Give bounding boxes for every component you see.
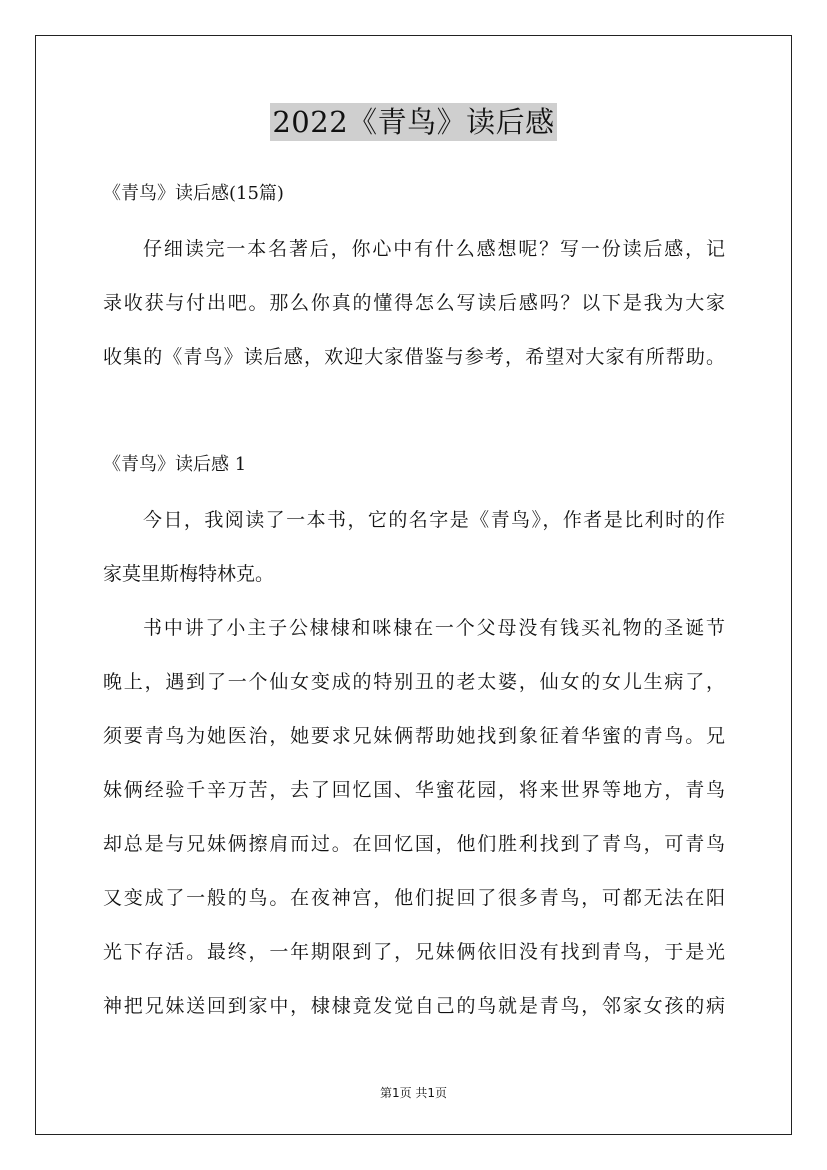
document-title: 2022《青鸟》读后感 [272,105,555,139]
paragraph-line: 神把兄妹送回到家中，棣棣竟发觉自己的鸟就是青鸟，邻家女孩的病 [103,995,725,1017]
document-subtitle: 《青鸟》读后感(15篇) [103,183,284,204]
paragraph-line: 光下存活。最终，一年期限到了，兄妹俩依旧没有找到青鸟，于是光 [103,941,725,963]
paragraph-line: 家莫里斯梅特林克。 [103,563,275,585]
paragraph-line: 妹俩经验千辛万苦，去了回忆国、华蜜花园，将来世界等地方，青鸟 [103,779,725,801]
paragraph-line: 须要青鸟为她医治，她要求兄妹俩帮助她找到象征着华蜜的青鸟。兄 [103,725,725,747]
paragraph-line: 又变成了一般的鸟。在夜神宫，他们捉回了很多青鸟，可都无法在阳 [103,887,725,909]
intro-line: 仔细读完一本名著后，你心中有什么感想呢？写一份读后感，记 [143,238,725,260]
section-heading: 《青鸟》读后感 1 [103,454,247,475]
paragraph-line: 却总是与兄妹俩擦肩而过。在回忆国，他们胜利找到了青鸟，可青鸟 [103,833,725,855]
paragraph-line: 今日，我阅读了一本书，它的名字是《青鸟》，作者是比利时的作 [143,509,725,531]
page-footer: 第1页 共1页 [379,1086,448,1100]
title-container [0,103,827,141]
paragraph-line: 书中讲了小主子公棣棣和咪棣在一个父母没有钱买礼物的圣诞节 [143,617,725,639]
paragraph-line: 晚上，遇到了一个仙女变成的特别丑的老太婆，仙女的女儿生病了， [103,671,725,693]
intro-line: 收集的《青鸟》读后感，欢迎大家借鉴与参考，希望对大家有所帮助。 [103,346,725,368]
intro-line: 录收获与付出吧。那么你真的懂得怎么写读后感吗？以下是我为大家 [103,292,725,314]
